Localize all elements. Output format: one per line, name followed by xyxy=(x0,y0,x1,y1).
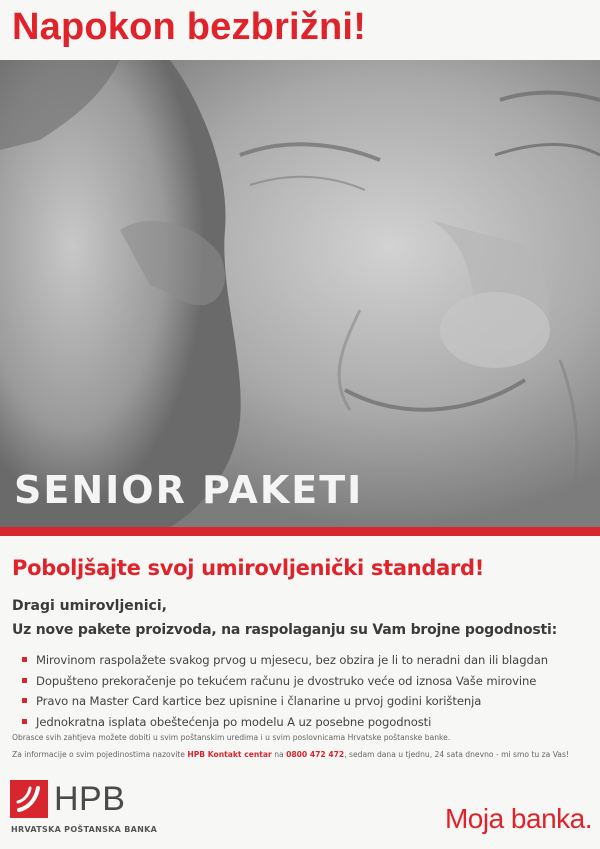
benefit-text: Pravo na Master Card kartice bez upisnine i članarine u prvoj godini korištenja xyxy=(36,694,482,708)
slogan: Moja banka. xyxy=(444,803,592,834)
bullet-icon xyxy=(22,657,27,662)
portrait-photo xyxy=(0,60,600,527)
photo-title: SENIOR PAKETI xyxy=(14,468,364,512)
fine-print-text: Za informacije o svim pojedinostima nazovite xyxy=(12,750,185,759)
contact-center-name: HPB Kontakt centar xyxy=(187,750,272,759)
subheadline: Poboljšajte svoj umirovljenički standard! xyxy=(12,556,485,580)
list-item xyxy=(22,712,548,733)
hpb-logo-icon xyxy=(10,780,48,818)
phone-number: 0800 472 472 xyxy=(286,750,345,759)
fine-print-forms: Obrasce svih zahtjeva možete dobiti u svim poštanskim uredima i u svim poslovnicama Hrvatske poštanske banke. xyxy=(12,733,451,742)
bullet-icon xyxy=(22,678,27,683)
benefit-text: Dopušteno prekoračenje po tekućem računu je dvostruko veće od iznosa Vaše mirovine xyxy=(36,673,537,688)
list-item xyxy=(22,650,548,671)
logo-text: HPB xyxy=(54,780,126,818)
fine-print-contact xyxy=(12,750,569,759)
bullet-icon xyxy=(22,719,27,724)
fine-print-text: , sedam dana u tjednu, 24 sata dnevno - mi smo tu za Vas! xyxy=(344,750,569,759)
fine-print-text: na xyxy=(274,750,284,759)
list-item xyxy=(22,691,548,712)
benefit-text: Jednokratna isplata obeštećenja po modelu A uz posebne pogodnosti xyxy=(36,714,432,729)
benefit-text: Mirovinom raspolažete svakog prvog u mjesecu, bez obzira je li to neradni dan ili blagdan xyxy=(36,653,548,667)
bank-name: HRVATSKA POŠTANSKA BANKA xyxy=(11,825,158,834)
benefits-list xyxy=(22,650,548,732)
greeting: Dragi umirovljenici, xyxy=(12,598,167,614)
list-item xyxy=(22,671,548,692)
portrait-illustration xyxy=(0,60,600,527)
bullet-icon xyxy=(22,698,27,703)
headline: Napokon bezbrižni! xyxy=(12,6,367,48)
intro-text: Uz nove pakete proizvoda, na raspolaganju su Vam brojne pogodnosti: xyxy=(12,622,558,638)
red-divider xyxy=(0,527,600,536)
